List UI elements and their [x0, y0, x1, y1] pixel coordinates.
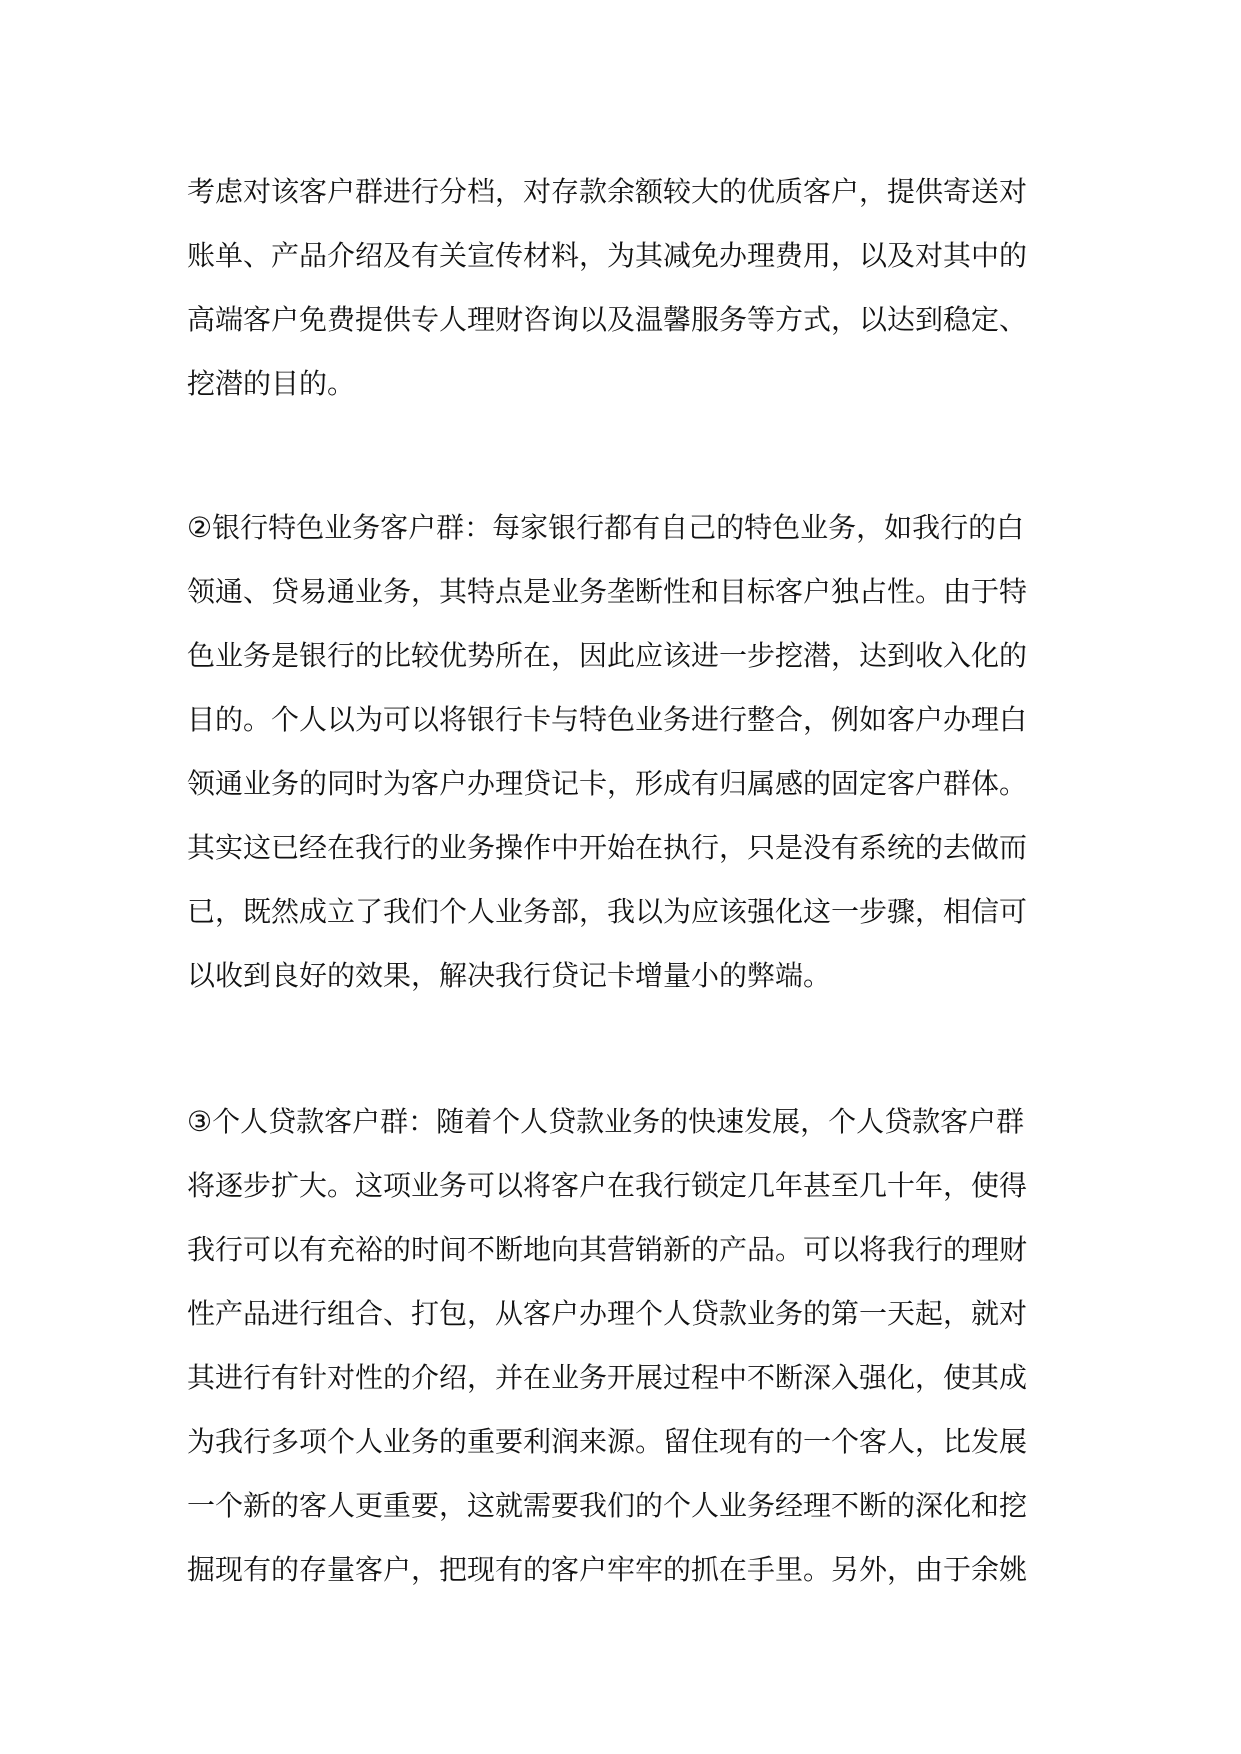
text-line: 其实这已经在我行的业务操作中开始在执行，只是没有系统的去做而	[187, 831, 1028, 864]
paragraph-personal-loan-customers	[187, 1090, 1057, 1602]
paragraph-featured-business-customers	[187, 496, 1057, 1008]
text-line: 挖潜的目的。	[187, 367, 356, 400]
text-line: 领通业务的同时为客户办理贷记卡，形成有归属感的固定客户群体。	[187, 767, 1028, 800]
paragraph-spacer	[187, 1008, 1057, 1090]
text-line: 将逐步扩大。这项业务可以将客户在我行锁定几年甚至几十年，使得	[187, 1169, 1028, 1202]
text-line: 目的。个人以为可以将银行卡与特色业务进行整合，例如客户办理白	[187, 703, 1028, 736]
text-line: 领通、贷易通业务，其特点是业务垄断性和目标客户独占性。由于特	[187, 575, 1028, 608]
text-line: 为我行多项个人业务的重要利润来源。留住现有的一个客人，比发展	[187, 1425, 1028, 1458]
text-line: 考虑对该客户群进行分档，对存款余额较大的优质客户，提供寄送对	[187, 175, 1028, 208]
text-line: 掘现有的存量客户，把现有的客户牢牢的抓在手里。另外，由于余姚	[187, 1553, 1028, 1586]
text-line: 一个新的客人更重要，这就需要我们的个人业务经理不断的深化和挖	[187, 1489, 1028, 1522]
text-line: 以收到良好的效果，解决我行贷记卡增量小的弊端。	[187, 959, 832, 992]
text-line: ②银行特色业务客户群：每家银行都有自己的特色业务，如我行的白	[187, 511, 1025, 544]
document-body	[187, 160, 1057, 1602]
text-line: ③个人贷款客户群：随着个人贷款业务的快速发展，个人贷款客户群	[187, 1105, 1025, 1138]
text-line: 其进行有针对性的介绍，并在业务开展过程中不断深入强化，使其成	[187, 1361, 1028, 1394]
text-line: 账单、产品介绍及有关宣传材料，为其减免办理费用，以及对其中的	[187, 239, 1028, 272]
text-line: 我行可以有充裕的时间不断地向其营销新的产品。可以将我行的理财	[187, 1233, 1028, 1266]
text-line: 已，既然成立了我们个人业务部，我以为应该强化这一步骤，相信可	[187, 895, 1028, 928]
text-line: 色业务是银行的比较优势所在，因此应该进一步挖潜，达到收入化的	[187, 639, 1028, 672]
paragraph-customer-tiering	[187, 160, 1057, 416]
text-line: 性产品进行组合、打包，从客户办理个人贷款业务的第一天起，就对	[187, 1297, 1028, 1330]
paragraph-spacer	[187, 416, 1057, 496]
text-line: 高端客户免费提供专人理财咨询以及温馨服务等方式，以达到稳定、	[187, 303, 1028, 336]
